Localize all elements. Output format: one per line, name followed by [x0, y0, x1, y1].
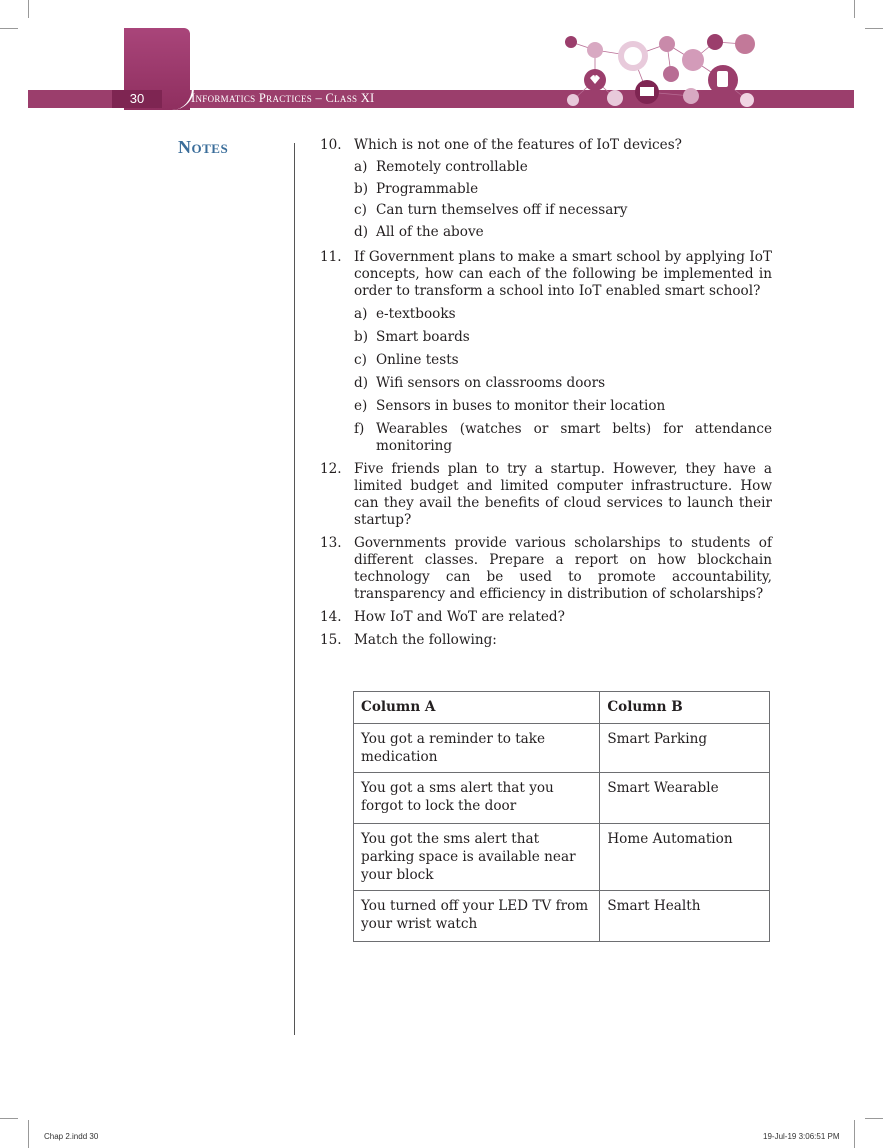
option-text: Online tests [376, 352, 459, 368]
option [354, 222, 772, 244]
crop-mark [865, 1118, 883, 1119]
question-10 [320, 137, 772, 243]
match-table [353, 691, 770, 942]
question-text: Which is not one of the features of IoT devices? [354, 137, 682, 153]
question-number: 11. [320, 249, 342, 265]
crop-mark [0, 1118, 18, 1119]
table-header-row [354, 692, 770, 724]
table-cell: Home Automation [600, 824, 770, 891]
option [354, 421, 772, 455]
table-cell: Smart Parking [600, 724, 770, 773]
table-cell: You turned off your LED TV from your wrist watch [354, 891, 600, 942]
question-number: 13. [320, 535, 342, 551]
table-row [354, 891, 770, 942]
option-text: Can turn themselves off if necessary [376, 202, 628, 218]
question-number: 14. [320, 609, 342, 625]
crop-mark [865, 28, 883, 29]
option-letter: d) [354, 223, 369, 240]
question-12 [320, 461, 772, 529]
running-head: Informatics Practices – Class XI [191, 91, 375, 105]
option [354, 200, 772, 222]
file-info: Chap 2.indd 30 [44, 1132, 99, 1141]
question-number: 15. [320, 632, 342, 648]
option-text: Sensors in buses to monitor their location [376, 398, 666, 414]
question-text: Match the following: [354, 632, 497, 648]
option-text: Wearables (watches or smart belts) for attendance monitoring [376, 421, 772, 454]
column-header: Column B [600, 692, 770, 724]
column-divider [294, 143, 295, 1035]
iot-network-illustration-icon [555, 28, 765, 110]
option-text: Wifi sensors on classrooms doors [376, 375, 606, 391]
page-number: 30 [112, 90, 162, 108]
option-text: Smart boards [376, 329, 470, 345]
crop-mark [854, 0, 855, 18]
option-letter: c) [354, 202, 367, 218]
option-text: e-textbooks [376, 306, 456, 322]
option-letter: b) [354, 329, 369, 345]
option-letter: d) [354, 375, 369, 391]
question-number: 10. [320, 137, 342, 153]
table-cell: You got the sms alert that parking space is available near your block [354, 824, 600, 891]
notes-label: Notes [178, 137, 229, 157]
crop-mark [28, 0, 29, 18]
question-text: Five friends plan to try a startup. However, they have a limited budget and limited computer infrastructure. How can they avail the benefits of cloud services to launch their startup? [354, 461, 772, 528]
table-row [354, 773, 770, 824]
crop-mark [0, 28, 18, 29]
option-text: All of the above [376, 223, 484, 240]
option-text: Programmable [376, 180, 479, 197]
column-header: Column A [354, 692, 600, 724]
question-13 [320, 535, 772, 603]
option-letter: c) [354, 352, 367, 368]
option-letter: a) [354, 306, 368, 322]
table-cell: Smart Wearable [600, 773, 770, 824]
option [354, 352, 772, 369]
question-text: Governments provide various scholarships to students of different classes. Prepare a report on how blockchain technology can be used to promote accountability, transparency and efficiency in distribution of scholarships? [354, 535, 772, 602]
option-letter: f) [354, 421, 365, 437]
option [354, 375, 772, 392]
option [354, 157, 772, 179]
timestamp: 19-Jul-19 3:06:51 PM [763, 1132, 840, 1141]
option-letter: e) [354, 398, 368, 414]
option [354, 398, 772, 415]
question-11 [320, 249, 772, 455]
question-text: If Government plans to make a smart school by applying IoT concepts, how can each of the following be implemented in order to transform a school into IoT enabled smart school? [354, 249, 772, 299]
table-cell: You got a sms alert that you forgot to lock the door [354, 773, 600, 824]
option-letter: b) [354, 180, 369, 197]
question-text: How IoT and WoT are related? [354, 609, 565, 625]
question-14 [320, 609, 772, 626]
question-15 [320, 632, 772, 649]
option [354, 306, 772, 323]
option [354, 329, 772, 346]
table-row [354, 824, 770, 891]
option-text: Remotely controllable [376, 159, 528, 175]
question-number: 12. [320, 461, 342, 477]
table-cell: Smart Health [600, 891, 770, 942]
table-cell: You got a reminder to take medication [354, 724, 600, 773]
exercise-questions [320, 137, 772, 649]
crop-mark [854, 1120, 855, 1148]
option [354, 179, 772, 201]
table-row [354, 724, 770, 773]
option-letter: a) [354, 159, 368, 175]
crop-mark [28, 1120, 29, 1148]
